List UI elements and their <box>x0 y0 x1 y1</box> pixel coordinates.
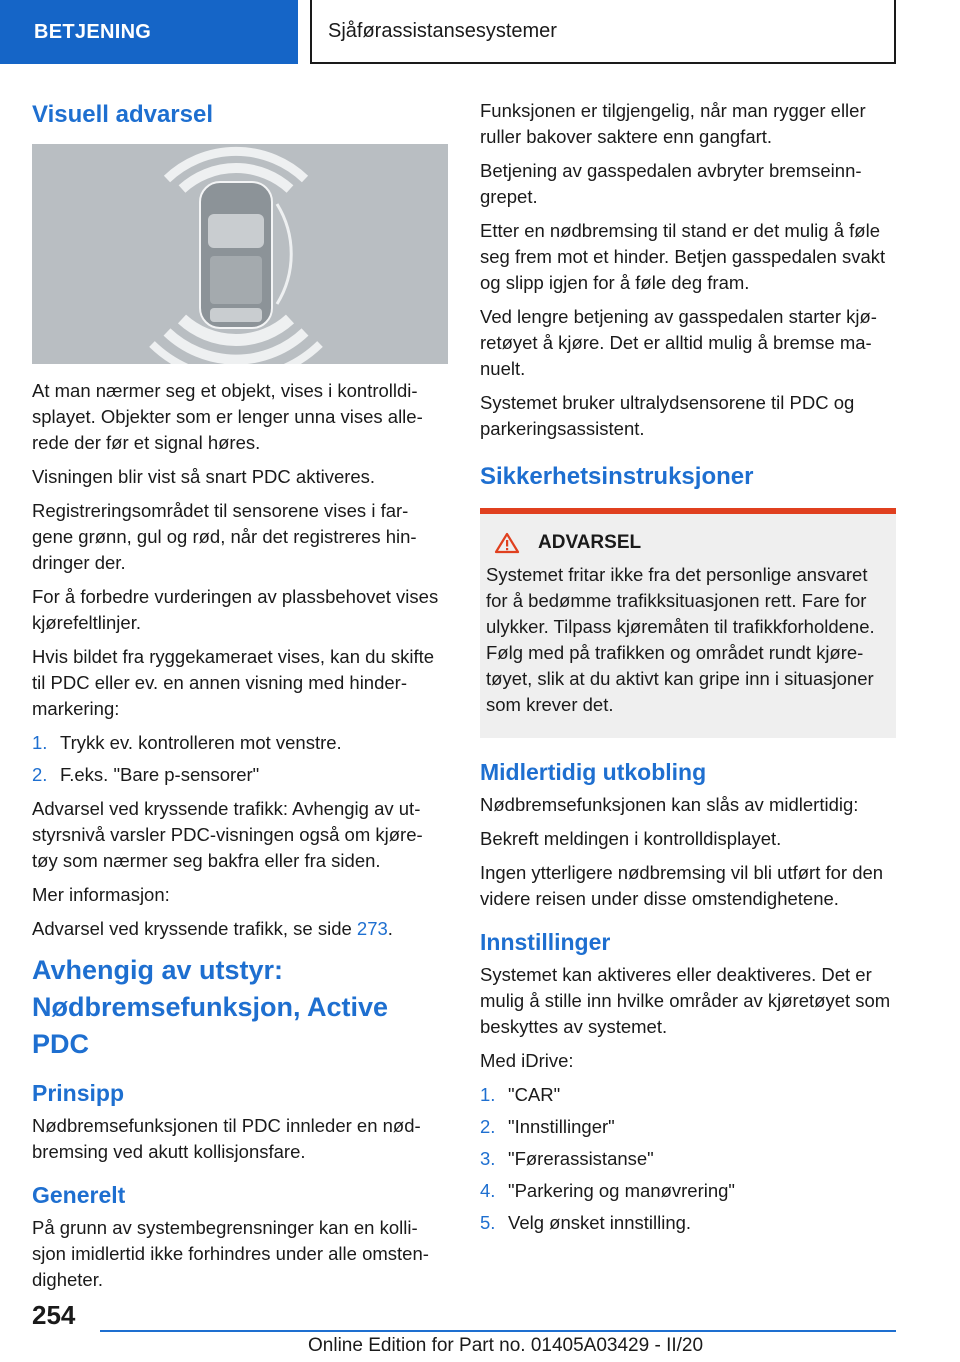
section-tab[interactable] <box>0 0 298 64</box>
list-number: 2. <box>480 1116 496 1137</box>
heading-emergency-brake <box>32 952 448 1063</box>
warning-box <box>480 508 896 738</box>
pdc-illustration <box>32 144 448 364</box>
list-text: "Innstillinger" <box>508 1116 615 1137</box>
edition-note: Online Edition for Part no. 01405A03429 - II/20 <box>308 1335 704 1356</box>
list-text: Velg ønsket innstilling. <box>508 1212 692 1233</box>
paragraph: Med iDrive: <box>480 1050 574 1071</box>
heading-visual-warning: Visuell advarsel <box>32 101 214 128</box>
heading-settings: Innstillinger <box>480 929 611 955</box>
paragraph: Nødbremsefunksjonen kan slås av midlertidig: <box>480 794 859 815</box>
heading-line-2: Nødbremsefunksjon, Active PDC <box>32 992 389 1059</box>
heading-safety: Sikkerhetsinstruksjoner <box>480 463 754 490</box>
paragraph: Mer informasjon: <box>32 884 170 905</box>
warning-header <box>486 532 888 554</box>
link-prefix: Advarsel ved kryssende trafikk, se side <box>32 918 357 939</box>
list-text: Trykk ev. kontrolleren mot venstre. <box>60 732 342 753</box>
heading-temporary-deactivation: Midlertidig utkobling <box>480 759 707 785</box>
list-item <box>480 1146 896 1172</box>
list-number: 2. <box>32 764 48 785</box>
page-number: 254 <box>32 1300 76 1330</box>
paragraph: Visningen blir vist så snart PDC aktiveres. <box>32 466 376 487</box>
footer-divider <box>100 1330 896 1332</box>
paragraph: Ved lengre betjening av gasspedalen starter kjø-retøyet å kjøre. Det er alltid mulig å bremse ma-nuelt. <box>480 306 877 379</box>
car-top-view <box>200 182 272 328</box>
list-item <box>480 1178 896 1204</box>
list-item <box>480 1210 896 1236</box>
paragraph: Hvis bildet fra ryggekameraet vises, kan du skifte til PDC eller ev. en annen visning med hinder-markering: <box>32 646 435 719</box>
paragraph: Nødbremsefunksjonen til PDC innleder en nød-bremsing ved akutt kollisjonsfare. <box>32 1115 421 1162</box>
list-item <box>480 1082 896 1108</box>
page-link-273[interactable]: 273 <box>356 918 388 939</box>
paragraph: Systemet bruker ultralydsensorene til PDC og parkeringsassistent. <box>480 392 855 439</box>
paragraph: Etter en nødbremsing til stand er det mulig å føle seg frem mot et hinder. Betjen gasspedalen svakt og slipp igjen for å føle deg fram. <box>480 220 886 293</box>
list-number: 4. <box>480 1180 496 1201</box>
list-item <box>32 762 448 788</box>
list-number: 1. <box>32 732 48 753</box>
chapter-label: Sjåførassistansesystemer <box>328 19 557 42</box>
paragraph: Advarsel ved kryssende trafikk: Avhengig av ut-styrsnivå varsler PDC-visningen også om kjøre-tøy som nærmer seg bakfra eller fra siden. <box>32 798 423 871</box>
warning-triangle-icon <box>494 532 520 554</box>
steps-list-pdc <box>32 730 448 788</box>
paragraph-with-link <box>32 916 448 942</box>
chapter-tab[interactable] <box>310 0 896 64</box>
paragraph: Bekreft meldingen i kontrolldisplayet. <box>480 828 782 849</box>
paragraph: Ingen ytterligere nødbremsing vil bli utført for den videre reisen under disse omstendighetene. <box>480 862 884 909</box>
list-text: "CAR" <box>508 1084 561 1105</box>
paragraph: At man nærmer seg et objekt, vises i kontrolldi-splayet. Objekter som er lenger unna vises alle-rede der før et signal høres. <box>32 380 423 453</box>
link-suffix: . <box>387 918 393 939</box>
list-text: F.eks. "Bare p-sensorer" <box>60 764 260 785</box>
left-column <box>32 98 448 1301</box>
heading-line-1: Avhengig av utstyr: <box>32 955 284 985</box>
list-number: 5. <box>480 1212 496 1233</box>
warning-text: Systemet fritar ikke fra det personlige ansvaret for å bedømme trafikksituasjonen rett. Fare for ulykker. Tilpass kjøremåten til trafikkforholdene. Følg med på trafikken og området rundt kjøre-tøyet, slik at du aktivt kan gripe inn i situasjoner som krever det. <box>486 564 875 715</box>
list-number: 3. <box>480 1148 496 1169</box>
list-text: "Parkering og manøvrering" <box>508 1180 736 1201</box>
paragraph: Registreringsområdet til sensorene vises i far-gene grønn, gul og rød, når det registreres hin-dringer der. <box>32 500 417 573</box>
paragraph: Betjening av gasspedalen avbryter bremseinn-grepet. <box>480 160 862 207</box>
list-text: "Førerassistanse" <box>508 1148 654 1169</box>
paragraph: For å forbedre vurderingen av plassbehovet vises kjørefeltlinjer. <box>32 586 439 633</box>
list-item <box>32 730 448 756</box>
list-number: 1. <box>480 1084 496 1105</box>
paragraph: Funksjonen er tilgjengelig, når man rygger eller ruller bakover saktere enn gangfart. <box>480 100 866 147</box>
warning-title: ADVARSEL <box>538 532 642 553</box>
right-column <box>480 98 896 1244</box>
list-item <box>480 1114 896 1140</box>
heading-principle: Prinsipp <box>32 1080 125 1106</box>
heading-general: Generelt <box>32 1182 126 1208</box>
section-label: BETJENING <box>34 20 152 43</box>
paragraph: På grunn av systembegrensninger kan en kolli-sjon imidlertid ikke forhindres under alle omsten-digheter. <box>32 1217 429 1290</box>
paragraph: Systemet kan aktiveres eller deaktiveres. Det er mulig å stille inn hvilke områder av kjøretøyet som beskyttes av systemet. <box>480 964 891 1037</box>
steps-list-idrive <box>480 1082 896 1236</box>
